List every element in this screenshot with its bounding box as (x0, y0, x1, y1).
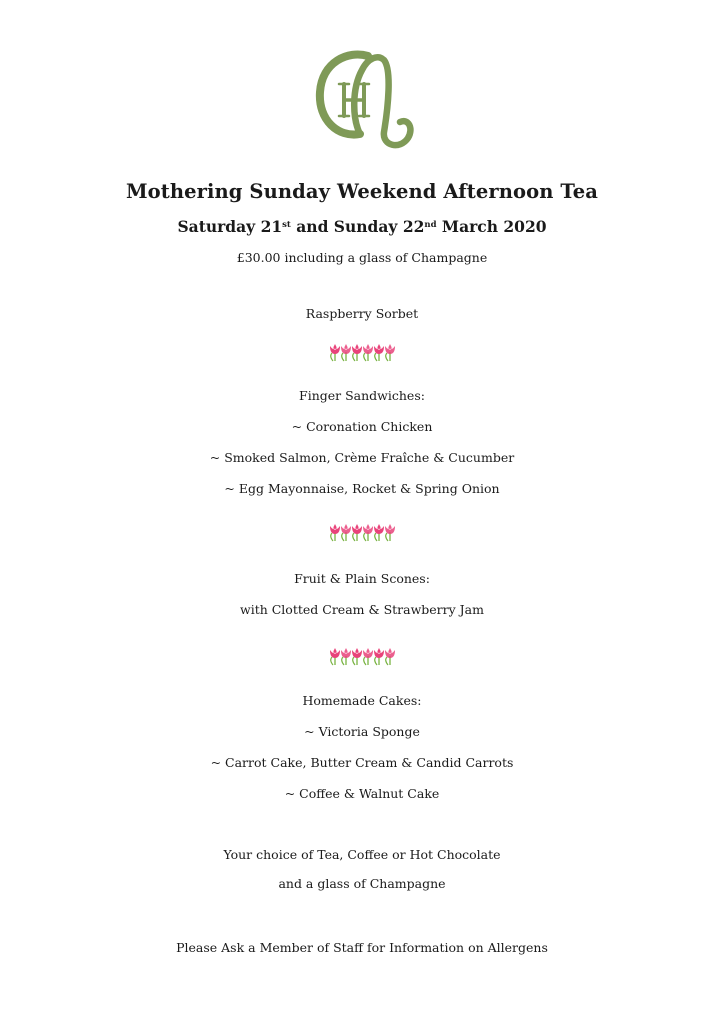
sandwich-item: ~ Coronation Chicken (291, 419, 433, 434)
tulip-divider-icon (329, 521, 397, 543)
ch-monogram-logo (308, 48, 416, 150)
sandwiches-heading: Finger Sandwiches: (299, 388, 425, 403)
drinks-line: and a glass of Champagne (278, 876, 446, 891)
scones-detail: with Clotted Cream & Strawberry Jam (240, 602, 484, 617)
scones-heading: Fruit & Plain Scones: (294, 571, 430, 586)
sorbet-item: Raspberry Sorbet (305, 306, 419, 321)
cake-item: ~ Coffee & Walnut Cake (284, 786, 440, 801)
sandwich-item: ~ Smoked Salmon, Crème Fraîche & Cucumber (209, 450, 515, 465)
drinks-line: Your choice of Tea, Coffee or Hot Chocolate (223, 847, 501, 862)
sandwich-item: ~ Egg Mayonnaise, Rocket & Spring Onion (224, 481, 500, 496)
allergen-notice: Please Ask a Member of Staff for Information on Allergens (176, 940, 548, 955)
tulip-divider-icon (329, 341, 397, 363)
cake-item: ~ Victoria Sponge (304, 724, 420, 739)
menu-title: Mothering Sunday Weekend Afternoon Tea (125, 180, 599, 203)
price-line: £30.00 including a glass of Champagne (236, 250, 488, 265)
event-dates: Saturday 21st and Sunday 22nd March 2020 (177, 217, 547, 236)
cake-item: ~ Carrot Cake, Butter Cream & Candid Carrots (210, 755, 514, 770)
cakes-heading: Homemade Cakes: (302, 693, 422, 708)
tulip-divider-icon (329, 645, 397, 667)
